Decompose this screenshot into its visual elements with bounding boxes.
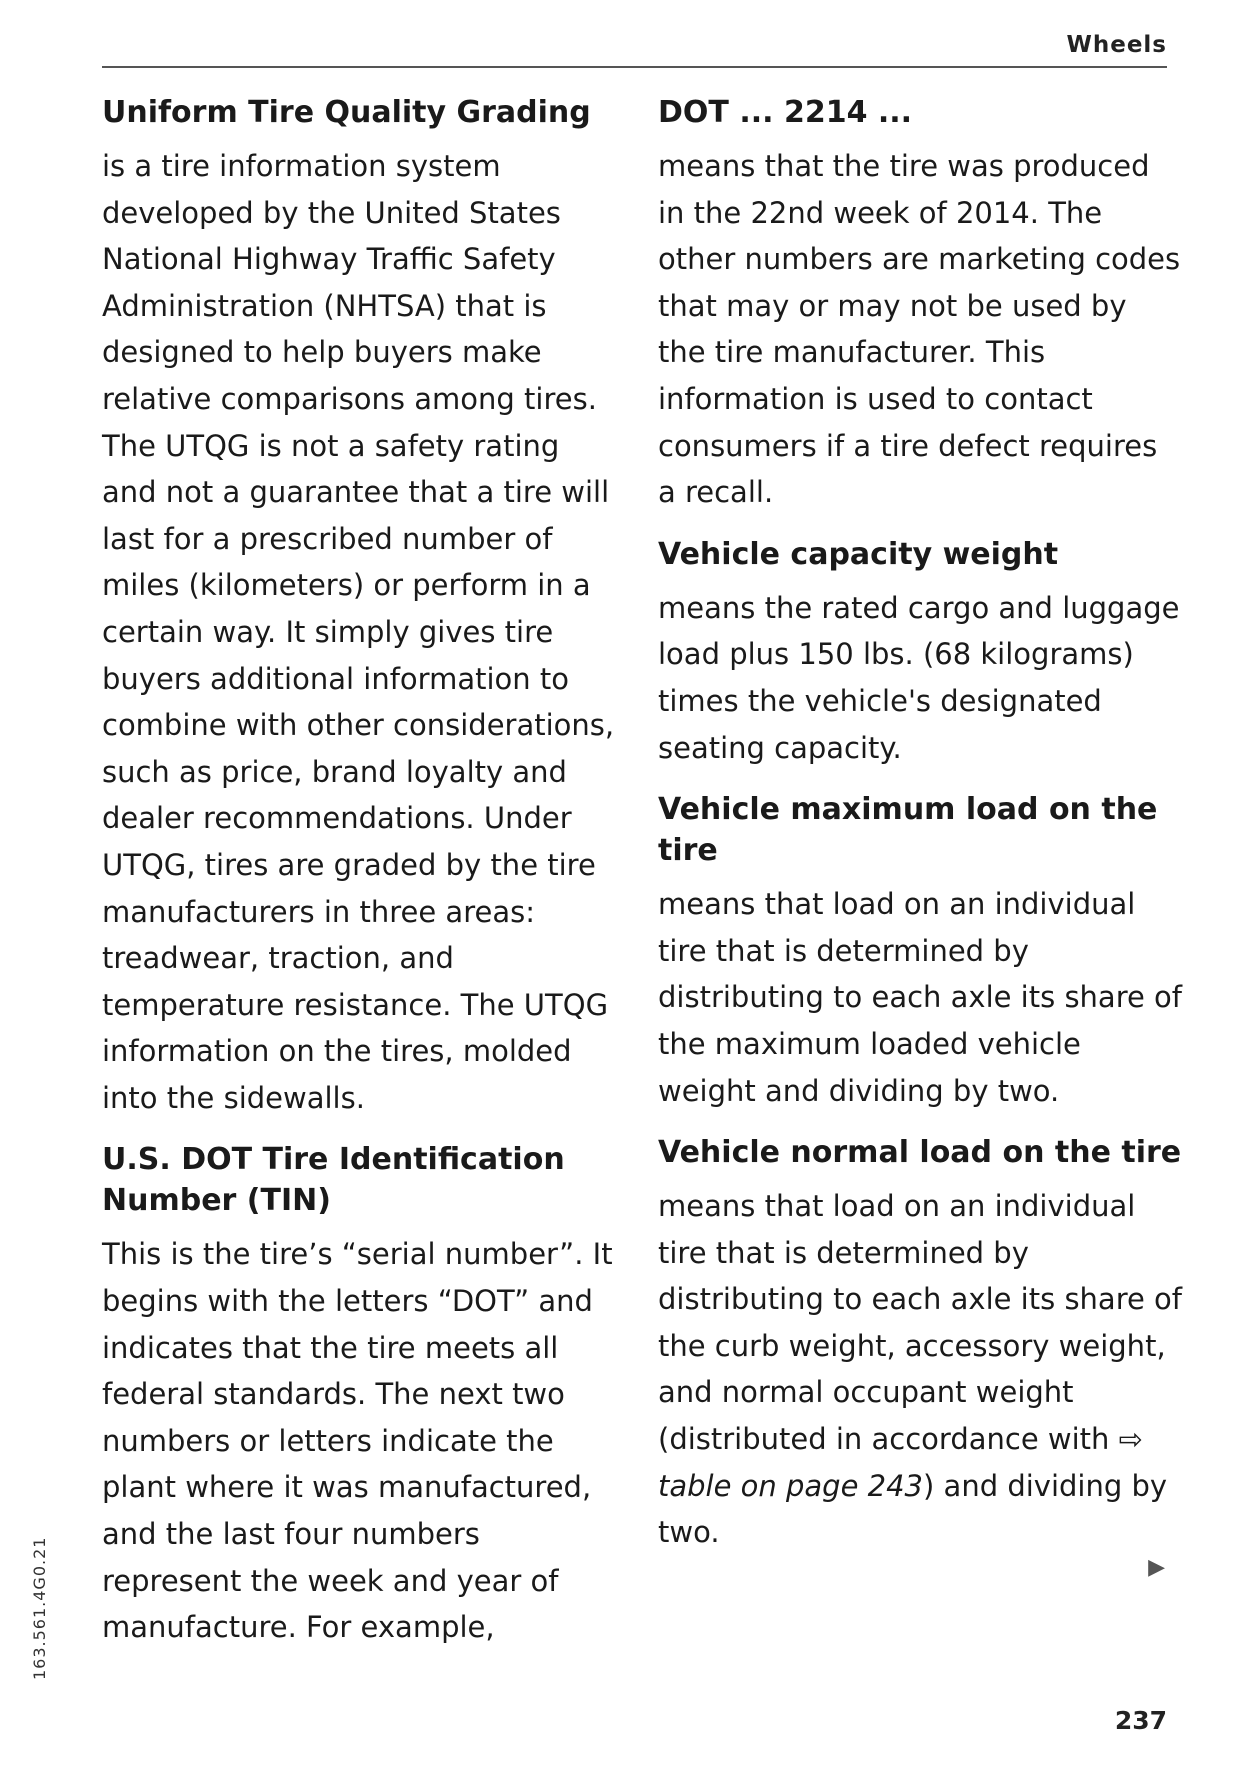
running-head-title: Wheels bbox=[1066, 32, 1167, 58]
cross-reference-arrow-icon: ⇨ bbox=[1118, 1422, 1143, 1457]
normal-load-text-before: means that load on an individual tire that is determined by distributing to each axle its share of the curb weight, accessory weight, and normal occupant weight (distributed in accordance with bbox=[658, 1189, 1182, 1457]
utqg-heading: Uniform Tire Quality Grading bbox=[102, 95, 591, 130]
max-load-text: means that load on an individual tire that is determined by distributing to each axle its share of the maximum loaded vehicle weight and dividing by two. bbox=[658, 887, 1182, 1108]
header-divider bbox=[102, 66, 1167, 68]
dot-example-heading: DOT ... 2214 ... bbox=[658, 95, 913, 130]
continue-arrow-icon: ▶ bbox=[1148, 1555, 1165, 1580]
tin-heading: U.S. DOT Tire Identification Number (TIN) bbox=[102, 1142, 565, 1219]
table-reference-link[interactable]: table on page 243 bbox=[658, 1468, 924, 1503]
max-load-heading: Vehicle maximum load on the tire bbox=[658, 792, 1158, 869]
tin-text: This is the tire’s “serial number”. It begins with the letters “DOT” and indicates that the tire meets all federal standards. The next two numbers or letters indicate the plant where it was manufactured, and the last four numbers represent the week and year of manufacture. For example, bbox=[102, 1237, 613, 1645]
normal-load-text bbox=[658, 1183, 1183, 1556]
capacity-weight-heading: Vehicle capacity weight bbox=[658, 536, 1059, 572]
normal-load-heading: Vehicle normal load on the tire bbox=[658, 1135, 1182, 1171]
document-code: 163.561.4G0.21 bbox=[30, 1536, 49, 1680]
left-column bbox=[102, 92, 622, 1669]
right-column bbox=[658, 92, 1183, 1574]
capacity-weight-text: means the rated cargo and luggage load plus 150 lbs. (68 kilograms) times the vehicle's designated seating capacity. bbox=[658, 590, 1180, 765]
dot-example-text: means that the tire was produced in the 22nd week of 2014. The other numbers are marketing codes that may or may not be used by the tire manufacturer. This information is used to contact consumers if a tire defect requires a recall. bbox=[658, 149, 1181, 510]
normal-load-text-after: ) and dividing by two. bbox=[658, 1468, 1168, 1550]
utqg-text: is a tire information system developed by the United States National Highway Traffic Safety Administration (NHTSA) that is designed to help buyers make relative comparisons among tires. The UTQG is not a safety rating and not a guarantee that a tire will last for a prescribed number of miles (kilometers) or perform in a certain way. It simply gives tire buyers additional information to combine with other considerations, such as price, brand loyalty and dealer recommendations. Under UTQG, tires are graded by the tire manufacturers in three areas: treadwear, traction, and temperature resistance. The UTQG information on the tires, molded into the sidewalls. bbox=[102, 149, 615, 1115]
page-number: 237 bbox=[1114, 1706, 1167, 1735]
